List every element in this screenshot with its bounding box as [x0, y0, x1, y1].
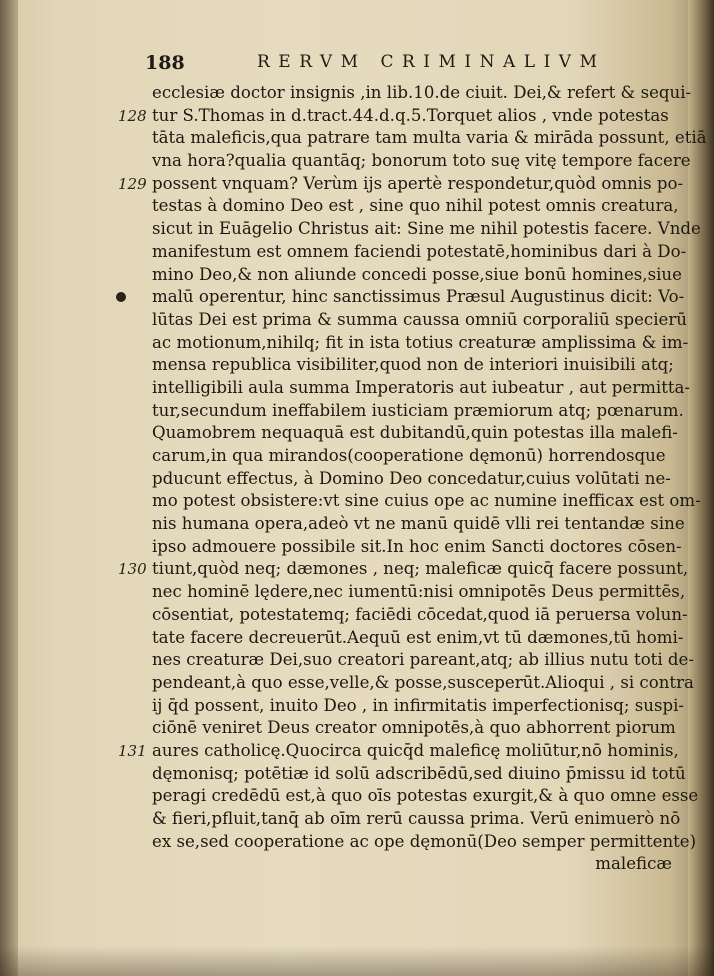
text-line	[152, 763, 686, 786]
line-text: intelligibili aula summa Imperatoris aut iubeatur , aut permitta-	[152, 377, 691, 397]
line-text: Quamobrem nequaquā est dubitandū,quin potestas illa malefi-	[152, 423, 678, 443]
line-text: tiunt,quòd neq; dæmones , neq; maleficæ quicq̄ facere possunt,	[152, 559, 689, 579]
text-line	[152, 332, 689, 355]
text-line	[118, 105, 682, 128]
line-text: peragi credēdū est,à quo oīs potestas exurgit,& à quo omne esse	[152, 786, 699, 806]
text-line	[152, 695, 682, 718]
line-text: ex se,sed cooperatione ac ope dęmonū(Deo semper permittente)	[152, 831, 697, 851]
margin-ink-mark	[116, 292, 126, 302]
line-text: malū operentur, hinc sanctissimus Præsul Augustinus dicit: Vo-	[152, 287, 685, 307]
text-line	[152, 468, 682, 491]
margin-number: 128	[118, 106, 147, 125]
line-text: pendeant,à quo esse,velle,& posse,susceperūt.Alioqui , si contra	[152, 672, 694, 692]
text-line	[152, 581, 686, 604]
text-line	[152, 649, 694, 672]
text-line	[152, 490, 701, 513]
line-text: tur S.Thomas in d.tract.44.d.q.5.Torquet alios , vnde potestas	[152, 105, 669, 125]
text-line	[118, 740, 682, 763]
line-text: carum,in qua mirandos(cooperatione dęmonū) horrendosque	[152, 446, 666, 465]
line-text: mino Deo,& non aliunde concedi posse,siue bonū homines,siue	[152, 264, 682, 284]
text-line	[152, 831, 697, 854]
line-text: tur,secundum ineffabilem iusticiam præmiorum atq; pœnarum.	[152, 400, 684, 420]
text-line	[152, 627, 682, 650]
text-line	[152, 536, 682, 559]
text-line	[152, 717, 682, 740]
line-text: vna hora?qualia quantāq; bonorum toto suę vitę tempore facere	[152, 151, 691, 171]
page-number: 188	[145, 52, 185, 74]
text-line	[152, 400, 682, 423]
margin-number: 131	[118, 741, 147, 760]
text-line	[118, 173, 684, 196]
catchword	[152, 853, 682, 876]
text-line	[152, 286, 685, 309]
text-line	[152, 127, 707, 150]
line-text: manifestum est omnem faciendi potestatē,hominibus dari à Do-	[152, 241, 687, 261]
line-text: lūtas Dei est prima & summa caussa omniū corporaliū specierū	[152, 309, 687, 329]
text-line	[152, 195, 682, 218]
line-text: & fieri,pfluit,tanq̄ ab oīm rerū caussa prima. Verū enimuerò nō	[152, 809, 681, 828]
line-text: nec hominē lędere,nec iumentū:nisi omnipotēs Deus permittēs,	[152, 582, 686, 602]
line-text: cōsentiat, potestatemq; faciēdi cōcedat,quod iā peruersa volun-	[152, 604, 688, 624]
margin-number: 130	[118, 560, 147, 579]
text-line	[152, 309, 687, 332]
text-block	[118, 82, 707, 876]
text-line	[152, 241, 687, 264]
text-line	[152, 150, 691, 173]
line-text: dęmonisq; potētiæ id solū adscribēdū,sed diuino p̄missu id totū	[152, 763, 686, 783]
text-line	[118, 558, 689, 581]
text-line	[152, 82, 692, 105]
text-line	[152, 354, 682, 377]
line-text: mo potest obsistere:vt sine cuius ope ac numine inefficax est om-	[152, 491, 701, 511]
text-line	[152, 672, 694, 695]
line-text: ciōnē veniret Deus creator omnipotēs,à quo abhorrent piorum	[152, 718, 676, 738]
line-text: tāta maleficis,qua patrare tam multa varia & mirāda possunt, etiā	[152, 128, 707, 148]
line-text: sicut in Euāgelio Christus ait: Sine me nihil potestis facere. Vnde	[152, 219, 701, 239]
line-text: possent vnquam? Verùm ijs apertè respondetur,quòd omnis po-	[152, 173, 684, 193]
text-line	[152, 808, 682, 831]
line-text: aures catholicę.Quocirca quicq̄d maleficę moliūtur,nō hominis,	[152, 740, 679, 760]
text-line	[152, 445, 682, 468]
text-line	[152, 218, 701, 241]
line-text: maleficæ	[595, 854, 672, 874]
text-line	[152, 513, 685, 536]
margin-number: 129	[118, 174, 147, 193]
line-text: ij q̄d possent, inuito Deo , in infirmitatis imperfectionisq; suspi-	[152, 695, 684, 715]
text-line	[152, 377, 691, 400]
line-text: ac motionum,nihilq; fit in ista totius creaturæ amplissima & im-	[152, 332, 689, 352]
running-title: RERVM CRIMINALIVM	[257, 52, 606, 72]
text-line	[152, 785, 699, 808]
text-line	[152, 264, 682, 287]
line-text: nes creaturæ Dei,suo creatori pareant,atq; ab illius nutu toti de-	[152, 650, 694, 670]
line-text: mensa republica visibiliter,quod non de interiori inuisibili atq;	[152, 355, 674, 375]
page-bottom-shadow	[0, 946, 714, 976]
line-text: tate facere decreuerūt.Aequū est enim,vt tū dæmones,tū homi-	[152, 627, 684, 647]
page-left-edge	[0, 0, 18, 976]
page-header	[145, 50, 685, 80]
line-text: ecclesiæ doctor insignis ,in lib.10.de ciuit. Dei,& refert & sequi-	[152, 83, 692, 102]
line-text: testas à domino Deo est , sine quo nihil potest omnis creatura,	[152, 196, 679, 216]
text-line	[152, 422, 682, 445]
line-text: ipso admouere possibile sit.In hoc enim Sancti doctores cōsen-	[152, 536, 682, 556]
text-line	[152, 604, 688, 627]
line-text: pducunt effectus, à Domino Deo concedatur,cuius volūtati ne-	[152, 468, 671, 488]
line-text: nis humana opera,adeò vt ne manū quidē vlli rei tentandæ sine	[152, 514, 685, 534]
